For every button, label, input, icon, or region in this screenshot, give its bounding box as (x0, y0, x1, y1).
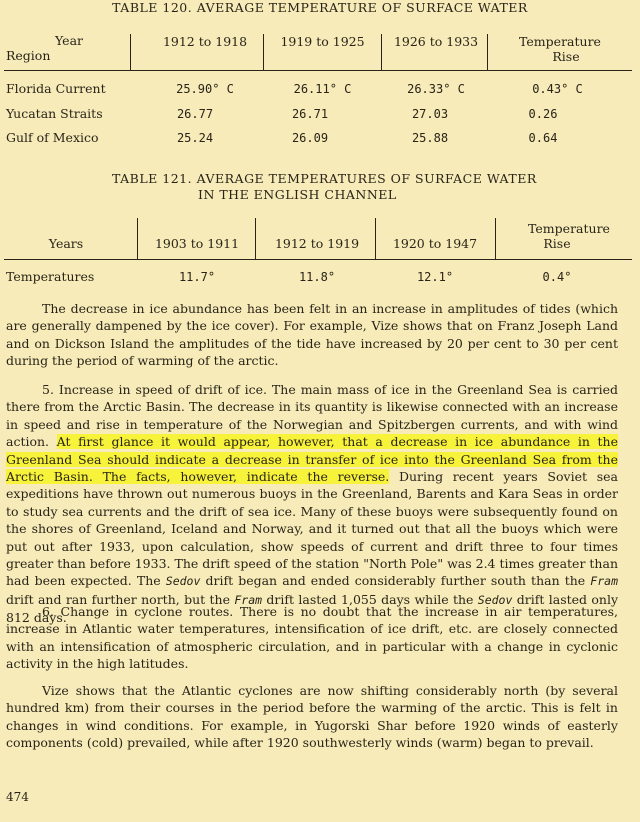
ship-name: Fram (590, 574, 618, 589)
divider (487, 34, 488, 70)
table-121-caption: TABLE 121. AVERAGE TEMPERATURES OF SURFACE WATER (112, 171, 537, 186)
table-cell: 26.09 (291, 131, 329, 145)
row-region: Florida Current (6, 81, 106, 96)
page-number: 474 (6, 790, 29, 804)
paragraph-text: Vize shows that the Atlantic cyclones are now shifting considerably north (by several hundred km) from their courses in the period before the warming of the arctic. This is felt in changes in wind conditions. For example, in Yugorski Shar before 1920 winds of easterly components (cold) prevailed, while after 1920 southwesterly winds (warm) began to prevail. (6, 683, 618, 751)
row-region: Gulf of Mexico (6, 130, 99, 145)
table-cell: 26.33° C (407, 82, 465, 96)
rise-header: Rise (552, 49, 580, 64)
paragraph-text: drift and ran further north, but the (6, 591, 235, 607)
table-cell: 26.71 (291, 107, 329, 121)
col-header: 1912 to 1919 (274, 236, 360, 251)
ship-name: Sedov (477, 592, 513, 607)
col-header: 1903 to 1911 (154, 236, 240, 251)
paragraph (6, 381, 618, 627)
divider (255, 218, 256, 260)
paragraph-text: drift lasted 1,055 days while the (262, 591, 478, 607)
table-cell: 25.90° C (176, 82, 234, 96)
table-cell: 12.1° (416, 270, 454, 284)
header-region: Region (6, 48, 51, 63)
highlighted-text: At first glance it would appear, however, that a decrease in ice abundance in the Greenland Sea should indicate a decrease in transfer of ice into the Greenland Sea from the Arctic Basin. The facts, however, indicate the reverse. (6, 434, 618, 485)
row-label: Temperatures (6, 269, 95, 284)
table-cell: 27.03 (411, 107, 449, 121)
col-header: 1920 to 1947 (392, 236, 478, 251)
ship-name: Fram (234, 592, 263, 607)
row-region: Yucatan Straits (6, 106, 103, 121)
rise-header: Temperature (528, 221, 610, 236)
paragraph-text: 5. Increase in speed of drift of ice. The main mass of ice in the Greenland Sea is carried there from the Arctic Basin. The decrease in its quantity is likewise connected with an increase in speed and rise in temperature of the Norwegian and Spitzbergen currents, and with wind action. (6, 382, 618, 450)
table-cell: 11.8° (298, 270, 336, 284)
paragraph (6, 682, 618, 752)
divider (263, 34, 264, 70)
col-header: 1912 to 1918 (162, 34, 248, 49)
table-cell: 26.11° C (293, 82, 352, 96)
paragraph-text: drift began and ended considerably further south than the (200, 573, 591, 589)
table-cell: 0.4° (542, 270, 572, 284)
divider (381, 34, 382, 70)
table-cell: 0.26 (528, 107, 558, 121)
col-header: 1919 to 1925 (280, 34, 365, 49)
table-cell: 25.88 (411, 131, 449, 145)
paragraph-text: The decrease in ice abundance has been felt in an increase in amplitudes of tides (which are generally dampened by the ice cover). For example, Vize shows that on Franz Joseph Land and on Dickson Island the amplitudes of the tide have increased by 20 per cent to 30 per cent during the period of warming of the arctic. (6, 301, 618, 369)
table-121-caption-line2: IN THE ENGLISH CHANNEL (198, 187, 397, 202)
paragraph (6, 300, 618, 370)
paragraph-text: drift lasted only 812 days. (6, 591, 619, 626)
paragraph-text: During recent years Soviet sea expeditions have thrown out numerous buoys in the Greenland, Barents and Kara Seas in order to study sea currents and the drift of sea ice. Many of these buoys were subsequently found on the shores of Greenland, Iceland and Norway, and it turned out that all the buoys which were put out after 1933, upon calculation, show speeds of current and drift three to four times greater than before 1933. The drift speed of the station "North Pole" was 2.4 times greater than had been expected. The (6, 469, 618, 589)
table-120-caption: TABLE 120. AVERAGE TEMPERATURE OF SURFACE WATER (112, 0, 528, 15)
rise-header: Rise (543, 236, 571, 251)
rule (4, 259, 632, 260)
divider (375, 218, 376, 260)
table-cell: 0.64 (528, 131, 558, 145)
header-year: Year (55, 33, 83, 48)
header-years: Years (48, 236, 84, 251)
rule (4, 70, 632, 71)
divider (495, 218, 496, 260)
rise-header: Temperature (519, 34, 601, 49)
table-cell: 25.24 (176, 131, 214, 145)
ship-name: Sedov (165, 574, 201, 589)
divider (137, 218, 138, 260)
table-cell: 26.77 (176, 107, 214, 121)
paragraph-text: 6. Change in cyclone routes. There is no doubt that the increase in air temperatures, increase in Atlantic water temperatures, intensification of ice drift, etc. are closely connected with an intensification of atmospheric circulation, and in particular with a change in cyclonic activity in the high latitudes. (6, 604, 618, 672)
col-header: 1926 to 1933 (393, 34, 479, 49)
divider (130, 34, 131, 70)
paragraph (6, 603, 618, 673)
table-cell: 11.7° (178, 270, 216, 284)
table-cell: 0.43° C (532, 82, 583, 96)
